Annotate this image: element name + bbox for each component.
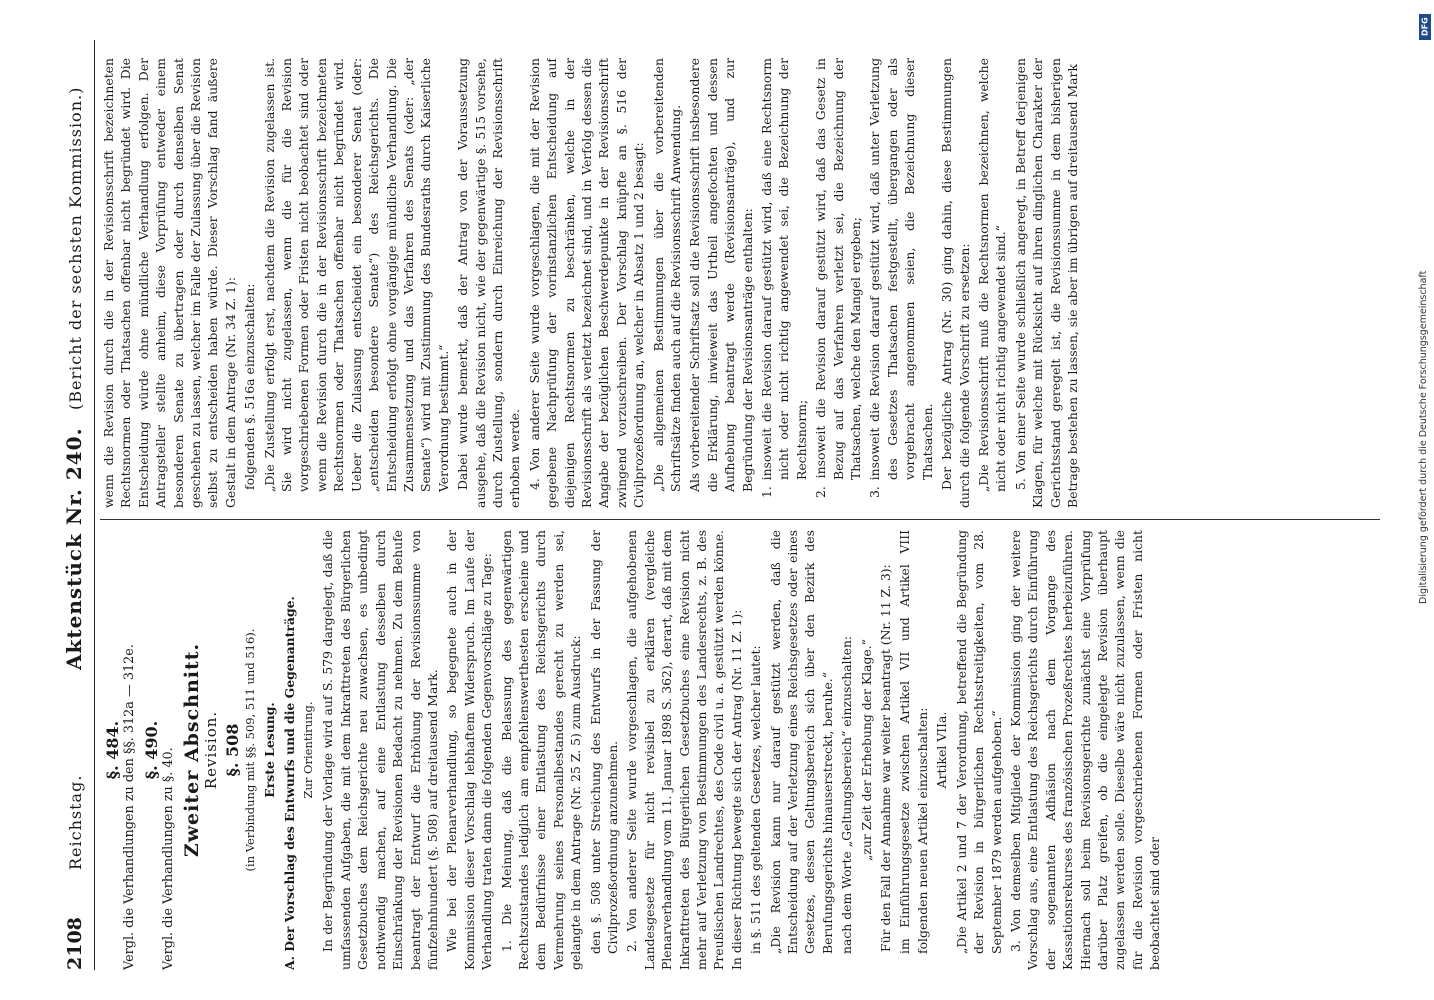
paragraph: „Die Artikel 2 und 7 der Verordnung, betreffend die Begründung der Revision in bürgerlichen Rechtsstreitigkeiten, vom 28. September 1879 werden aufgehoben.“	[953, 530, 1004, 954]
page-number: 2108	[64, 917, 86, 970]
header-right: (Bericht der sechsten Kommission.)	[66, 86, 85, 410]
paragraph: wenn die Revision durch die in der Revisionsschrift bezeichneten Rechtsnormen oder Thatsachen offenbar nicht begründet wird. Die Entscheidung würde ohne mündliche Verhandlung erfolgen. Der Antragsteller stellte anheim, diese Vorprüfung entweder einem besonderen Senate zu übertragen oder durch denselben Senat geschehen zu lassen, welcher im Falle der Zulassung über die Revision selbst zu entscheiden haben würde. Dieser Vorschlag fand äußere Gestalt in dem Antrage (Nr. 34 Z. 1):	[101, 58, 238, 508]
dfg-logo: DFG	[1419, 14, 1431, 40]
paragraph: Der bezügliche Antrag (Nr. 30) ging dahin, diese Bestimmungen durch die folgende Vorschrift zu ersetzen:	[939, 58, 972, 508]
paragraph: „Die Zustellung erfolgt erst, nachdem die Revision zugelassen ist. Sie wird nicht zugelassen, wenn die für die Revision vorgeschriebenen Formen oder Fristen nicht beobachtet sind oder wenn die Revision durch die in der Revisionsschrift bezeichneten Rechtsnormen oder Thatsachen offenbar nicht begründet wird. Ueber die Zulassung entscheidet ein besonderer Senat (oder: „entscheiden besondere Senate“) des Reichsgerichts. Die Entscheidung erfolgt ohne vorgängige mündliche Verhandlung. Die Zusammensetzung und das Verfahren des Senats (oder: „der Senate“) wird mit Zustimmung des Bundesraths durch Kaiserliche Verordnung bestimmt.“	[261, 58, 451, 492]
section-484-reference: Vergl. die Verhandlungen zu den §§. 312a — 312e.	[122, 644, 138, 970]
paragraph: im Einführungsgesetze zwischen Artikel VII und Artikel VIII folgenden neuen Artikel einzuschalten:	[897, 530, 930, 954]
paragraph: Wie bei der Plenarverhandlung, so begegnete auch in der Kommission dieser Vorschlag lebhaftem Widerspruch. Im Laufe der Verhandlung traten dann die folgenden Gegenvorschläge zu Tage:	[444, 530, 495, 970]
paragraph: 2. Von anderer Seite wurde vorgeschlagen, die aufgehobenen Landesgesetze für nicht revisibel zu erklären (vergleiche Plenarverhandlung vom 11. Januar 1898 S. 362), derart, daß mit dem Inkrafttreten des Bürgerlichen Gesetzbuches eine Revision nicht mehr auf Verletzung von Bestimmungen des Landesrechts, z. B. des Preußischen Landrechtes, des Code civil u. a. gestützt werden könne. In dieser Richtung bewegte sich der Antrag (Nr. 11 Z. 1):	[624, 530, 744, 970]
column-divider	[100, 519, 1380, 520]
header-left: Reichstag.	[66, 774, 85, 870]
page-content	[0, 40, 1400, 1000]
paragraph: 4. Von anderer Seite wurde vorgeschlagen, die mit der Revision gegebene Nachprüfung der vorinstanzlichen Entscheidung auf diejenigen Rechtsnormen zu beschränken, welche in der Revisionsschrift als verletzt bezeichnet sind, und in Verfolg dessen die Angabe der bezüglichen Beschwerdepunkte in der Revisionsschrift zwingend vorzuschreiben. Der Vorschlag knüpfte an §. 516 der Civilprozeßordnung an, welcher in Absatz 1 und 2 besagt:	[526, 58, 647, 508]
artikel-heading: Artikel VIIa.	[934, 711, 950, 789]
paragraph: Als vorbereitender Schriftsatz soll die Revisionsschrift insbesondere die Erklärung, inwieweit das Urtheil angefochten und dessen Aufhebung beantragt werde (Revisionsanträge), und zur Begründung der Revisionsanträge enthalten:	[687, 58, 755, 492]
revision-heading: Revision.	[202, 710, 221, 790]
paragraph: „Die Revisionsschrift muß die Rechtsnormen bezeichnen, welche nicht oder nicht richtig angewendet sind.“	[975, 58, 1009, 492]
zur-orientirung: Zur Orientirung.	[301, 701, 316, 799]
list-item: 2. insoweit die Revision darauf gestützt wird, daß das Gesetz in Bezug auf das Verfahren verletzt sei, die Bezeichnung der Thatsachen, welche den Mangel ergeben;	[813, 58, 864, 498]
heading-a: A. Der Vorschlag des Entwurfs und die Gegenanträge.	[281, 596, 297, 970]
paragraph: „Die Revision kann nur darauf gestützt werden, daß die Entscheidung auf der Verletzung eines Reichsgesetzes oder eines Gesetzes, dessen Geltungsbereich sich über den Bezirk des Berufungsgerichts hinauserstreckt, beruhe.“	[767, 530, 835, 954]
section-508-heading: §. 508	[223, 723, 243, 777]
paragraph: in §. 511 des geltenden Gesetzes, welcher lautet:	[748, 645, 764, 954]
page-header	[58, 40, 95, 970]
section-484-heading: §. 484.	[103, 720, 122, 780]
paragraph: 3. Von demselben Mitgliede der Kommission ging der weitere Vorschlag aus, eine Entlastung des Reichsgerichts durch Einführung der sogenannten Adhäsion nach dem Vorgange des Kassationsrekurses des französischen Prozeßrechtes herbeizuführen. Hiernach soll beim Revisionsgerichte zunächst eine Vorprüfung darüber Platz greifen, ob die eingelegte Revision überhaupt zugelassen werden solle. Dieselbe wäre nicht zuzulassen, wenn die für die Revision vorgeschriebenen Formen oder Fristen nicht beobachtet sind oder	[1007, 530, 1163, 970]
paragraph: Dabei wurde bemerkt, daß der Antrag von der Voraussetzung ausgehe, daß die Revision nicht, wie der gegenwärtige §. 515 vorsehe, durch Zustellung, sondern durch Einreichung der Revisionsschrift erhoben werde.	[455, 58, 523, 508]
abschnitt-heading: Zweiter Abschnitt.	[180, 642, 203, 858]
header-title: Aktenstück Nr. 240.	[62, 427, 86, 670]
section-490-heading: §. 490.	[141, 720, 161, 780]
paragraph: 5. Von einer Seite wurde schließlich angeregt, in Betreff derjenigen Klagen, für welche mit Rücksicht auf ihren dinglichen Charakter der Gerichtsstand geregelt ist, die Revisionssumme in dem bisherigen Betrage bestehen zu lassen, sie aber im übrigen auf dreitausend Mark	[1012, 58, 1080, 508]
section-508-subheading: (in Verbindung mit §§. 509, 511 und 516).	[242, 628, 257, 872]
paragraph: den §. 508 unter Streichung des Entwurfs in der Fassung der Civilprozeßordnung anzunehmen.	[587, 530, 620, 954]
paragraph: „zur Zeit der Erhebung der Klage.“	[858, 638, 874, 862]
right-column	[100, 58, 1380, 508]
paragraph: Für den Fall der Annahme war weiter beantragt (Nr. 11 Z. 3):	[878, 564, 894, 952]
dfg-watermark	[1418, 8, 1432, 992]
left-column	[100, 530, 1380, 970]
paragraph: „Die allgemeinen Bestimmungen über die vorbereitenden Schriftsätze finden auch auf die Revisionsschrift Anwendung.	[650, 58, 683, 492]
paragraph: 1. Die Meinung, daß die Belassung des gegenwärtigen Rechtszustandes lediglich am empfehlenswerthesten erscheine und dem Bedürfnisse einer Entlastung des Reichsgerichts durch Vermehrung seines Personalbestandes gerecht zu werden sei, gelangte in dem Antrage (Nr. 25 Z. 5) zum Ausdruck:	[498, 530, 584, 970]
erste-lesung-heading: Erste Lesung.	[262, 702, 278, 798]
section-490-reference: Vergl. die Verhandlungen zu §. 40.	[161, 747, 177, 970]
list-item: 1. insoweit die Revision darauf gestützt wird, daß eine Rechtsnorm nicht oder nicht richtig angewendet sei, die Bezeichnung der Rechtsnorm;	[759, 58, 809, 498]
dfg-funding-note: Digitalisierung gefördert durch die Deutsche Forschungsgemeinschaft	[1418, 270, 1429, 604]
list-item: 3. insoweit die Revision darauf gestützt wird, daß unter Verletzung des Gesetzes Thatsachen festgestellt, übergangen oder als vorgebracht angenommen seien, die Bezeichnung dieser Thatsachen.	[867, 58, 935, 498]
paragraph: nach dem Worte „Geltungsbereich“ einzuschalten:	[839, 635, 855, 954]
paragraph: folgenden §. 516a einzuschalten:	[242, 283, 258, 490]
paragraph: In der Begründung der Vorlage wird auf S. 579 dargelegt, daß die umfassenden Aufgaben, die mit dem Inkrafttreten des Bürgerlichen Gesetzbuches dem Reichsgerichte neu zuwachsen, es unbedingt nothwendig machen, auf eine Entlastung desselben durch Einschränkung der Revisionen Bedacht zu nehmen. Zu dem Behufe beantragt der Entwurf die Erhöhung der Revisionssumme von fünfzehnhundert (§. 508) auf dreitausend Mark.	[320, 530, 440, 970]
